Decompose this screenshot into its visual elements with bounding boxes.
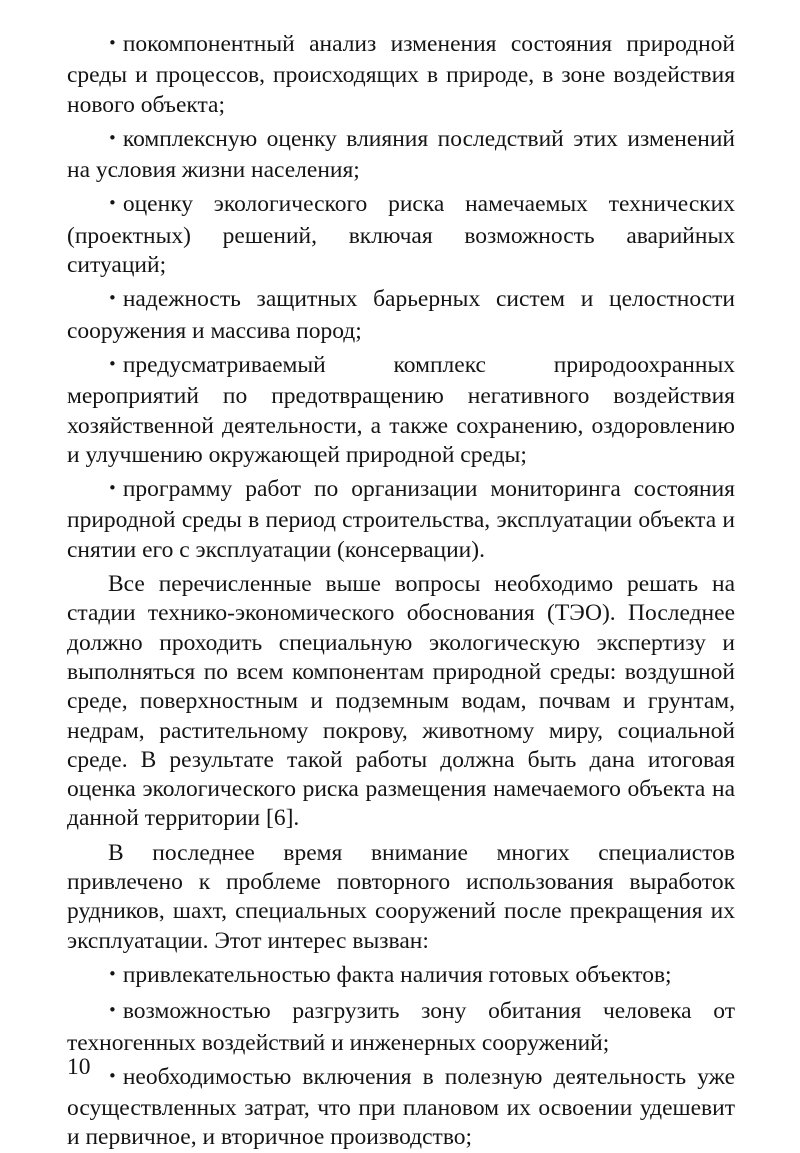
bullet-marker: • [108, 1001, 117, 1020]
bullet-marker: • [108, 479, 117, 498]
bullet-item [67, 997, 735, 1058]
bullet-marker: • [108, 128, 117, 147]
bullet-item [67, 961, 735, 992]
bullet-text: возможностью разгрузить зону обитания человека от техногенных воздействий и инженерных сооружений; [67, 998, 735, 1056]
bullet-text: программу работ по организации мониторинга состояния природной среды в период строительства, эксплуатации объекта и снятии его с эксплуатации (консервации). [67, 476, 735, 563]
bullet-marker: • [108, 194, 117, 213]
bullet-marker: • [108, 354, 117, 373]
bullet-marker: • [108, 964, 117, 983]
bullet-text: предусматриваемый комплекс природоохранных мероприятий по предотвращению негативного воздействия хозяйственной деятельности, а также сохранению, оздоровлению и улучшению окружающей природной среды; [67, 351, 735, 468]
bullet-item [67, 190, 735, 280]
bullet-text: комплексную оценку влияния последствий этих изменений на условия жизни населения; [67, 125, 735, 184]
bullet-text: необходимостью включения в полезную деятельность уже осуществленных затрат, что при плановом их освоении удешевит и первичное, и вторичное производство; [67, 1063, 735, 1151]
bullet-text: покомпонентный анализ изменения состояния природной среды и процессов, происходящих в природе, в зоне воздействия нового объекта; [67, 31, 735, 118]
page-body [67, 30, 735, 1153]
bullet-text: привлекательностью факта наличия готовых объектов; [122, 961, 672, 988]
bullet-item [67, 125, 735, 186]
bullet-text: надежность защитных барьерных систем и целостности сооружения и массива пород; [67, 286, 735, 344]
bullet-item [67, 475, 735, 565]
bullet-item [67, 351, 735, 470]
paragraph-reuse-of-workings: В последнее время внимание многих специалистов привлечено к проблеме повторного использования выработок рудников, шахт, специальных сооружений после прекращения их эксплуатации. Этот интерес вызван: [67, 839, 735, 954]
bullet-item [67, 285, 735, 346]
bullet-marker: • [108, 34, 117, 52]
bullet-marker: • [108, 1066, 117, 1085]
bullet-text: оценку экологического риска намечаемых технических (проектных) решений, включая возможность аварийных ситуаций; [67, 191, 735, 279]
paragraph-feasibility-study: Все перечисленные выше вопросы необходимо решать на стадии технико-экономического обоснования (ТЭО). Последнее должно проходить специальную экологическую экспертизу и выполняться по всем компонентам природной среды: воздушной среде, поверхностным и подземным водам, почвам и грунтам, недрам, растительному покрову, животному миру, социальной среде. В результате такой работы должна быть дана итоговая оценка экологического риска размещения намечаемого объекта на данной территории [6]. [67, 571, 735, 832]
bullet-marker: • [108, 289, 117, 308]
page-number: 10 [67, 1054, 91, 1080]
bullet-item [67, 30, 735, 120]
